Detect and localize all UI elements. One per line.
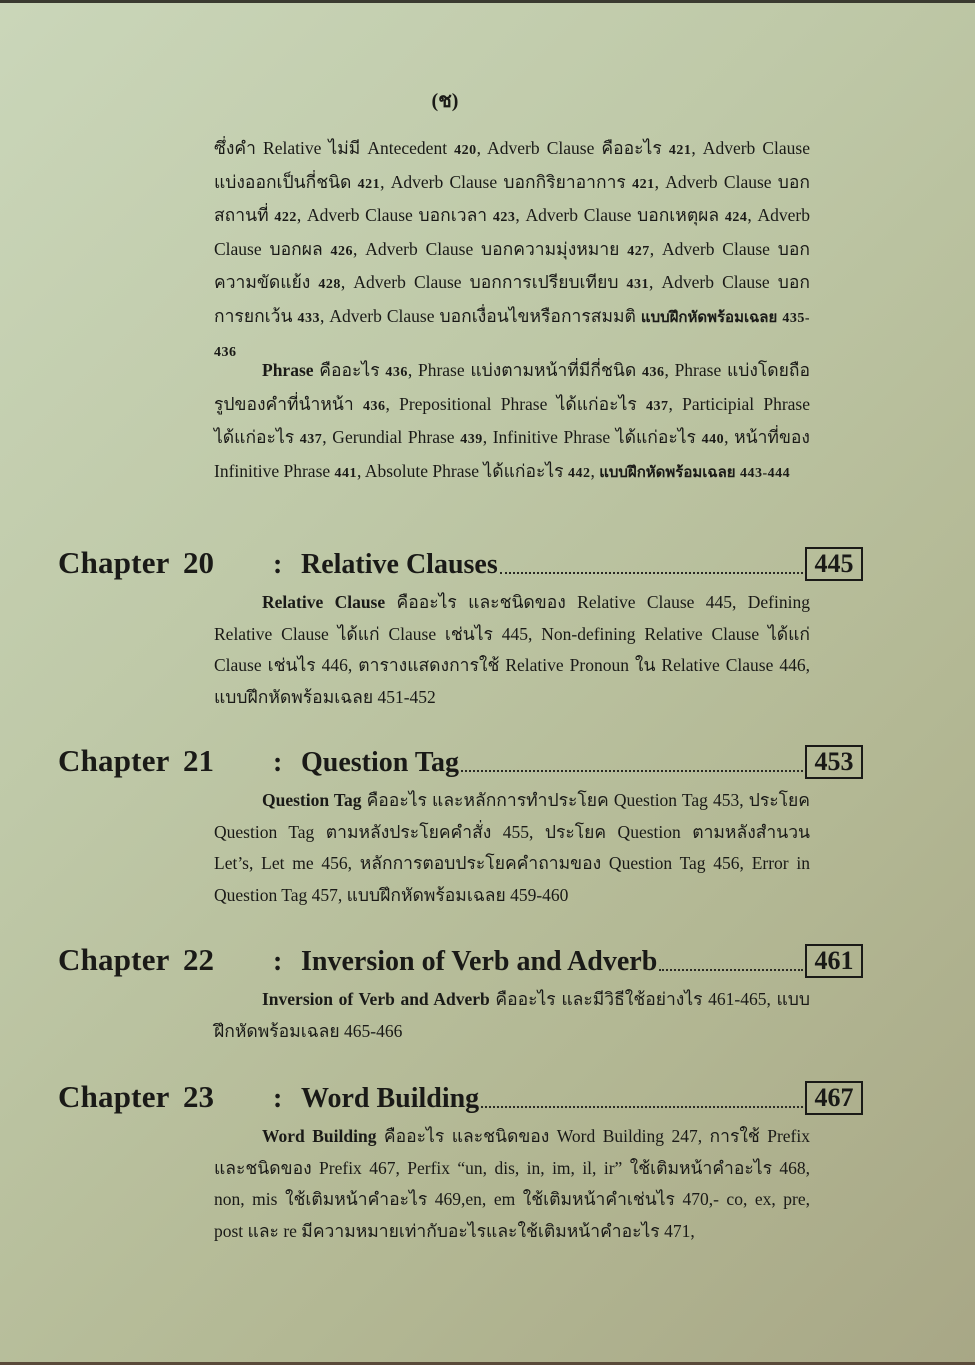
chapter-number: 21 — [183, 743, 214, 778]
chapter-title: Word Building — [301, 1083, 480, 1114]
page-marker: (ช) — [431, 90, 459, 112]
dot-leader — [659, 969, 803, 971]
page-number-box: 461 — [805, 944, 863, 978]
toc-entry-chapter-23[interactable] — [58, 1077, 863, 1115]
chapter-label: Chapter — [58, 545, 170, 580]
toc-entry-chapter-21[interactable] — [58, 741, 863, 779]
chapter-colon: : — [273, 1083, 283, 1114]
chapter-20-description: Relative Clause คืออะไร และชนิดของ Relative Clause 445, Defining Relative Clause ได้แก่ Clause เช่นไร 445, Non-defining Relative Clause ได้แก่ Clause เช่นไร 446, ตารางแสดงการใช้ Relative Pronoun ใน Relative Clause 446, แบบฝึกหัดพร้อมเฉลย 451-452 — [214, 592, 810, 707]
toc-entry-chapter-20[interactable] — [58, 543, 863, 581]
chapter-label: Chapter — [58, 942, 170, 977]
page-number-box: 445 — [805, 547, 863, 581]
chapter-label: Chapter — [58, 743, 170, 778]
page-number-box: 467 — [805, 1081, 863, 1115]
chapter-title: Question Tag — [301, 747, 459, 778]
toc-entry-chapter-22[interactable] — [58, 940, 863, 978]
chapter-22-description: Inversion of Verb and Adverb คืออะไร และมีวิธีใช้อย่างไร 461-465, แบบฝึกหัดพร้อมเฉลย 465-466 — [214, 989, 811, 1041]
chapter-title: Inversion of Verb and Adverb — [301, 946, 658, 977]
dot-leader — [461, 770, 803, 772]
chapter-number: 20 — [183, 545, 214, 580]
chapter-number: 22 — [183, 942, 214, 977]
chapter-title: Relative Clauses — [301, 549, 498, 580]
chapter-23-description: Word Building คืออะไร และชนิดของ Word Building 247, การใช้ Prefix และชนิดของ Prefix 467, Perfix “un, dis, in, im, il, ir” ใช้เติมหน้าคำอะไร 468, non, mis ใช้เติมหน้าคำอะไร 469,en, em ใช้เติมหน้าคำเช่นไร 470,- co, ex, pre, post และ re มีความหมายเท่ากับอะไรและใช้เติมหน้าคำอะไร 471, — [214, 1126, 811, 1241]
chapter-label: Chapter — [58, 1079, 170, 1114]
page-number-box: 453 — [805, 745, 863, 779]
chapter-21-description: Question Tag คืออะไร และหลักการทำประโยค Question Tag 453, ประโยค Question Tag ตามหลังประโยคคำสั่ง 455, ประโยค Question ตามหลังสำนวน Let’s, Let me 456, หลักการตอบประโยคคำถามของ Question Tag 456, Error in Question Tag 457, แบบฝึกหัดพร้อมเฉลย 459-460 — [214, 790, 810, 905]
exercise-label: แบบฝึกหัดพร้อมเฉลย — [599, 462, 736, 481]
dot-leader — [500, 572, 803, 574]
chapter-number: 23 — [183, 1079, 214, 1114]
dot-leader — [481, 1106, 803, 1108]
chapter-colon: : — [273, 549, 283, 580]
chapter-colon: : — [273, 946, 283, 977]
continued-paragraph-adverb-clause: ซึ่งคำ Relative ไม่มี Antecedent 420, Adverb Clause คืออะไร 421, Adverb Clause แบ่งออกเป็นกี่ชนิด 421, Adverb Clause บอกกิริยาอาการ 421, Adverb Clause บอกสถานที่ 422, Adverb Clause บอกเวลา 423, Adverb Clause บอกเหตุผล 424, Adverb Clause บอกผล 426, Adverb Clause บอกความมุ่งหมาย 427, Adverb Clause บอกความขัดแย้ง 428, Adverb Clause บอกการเปรียบเทียบ 431, Adverb Clause บอกการยกเว้น 433, Adverb Clause บอกเงื่อนไขหรือการสมมติ แบบฝึกหัดพร้อมเฉลย 435-436 — [214, 138, 811, 360]
page-top-edge — [0, 0, 975, 3]
continued-paragraph-phrase: Phrase คืออะไร 436, Phrase แบ่งตามหน้าที่มีกี่ชนิด 436, Phrase แบ่งโดยถือรูปของคำที่นำหน้า 436, Prepositional Phrase ได้แก่อะไร 437, Participial Phrase ได้แก่อะไร 437, Gerundial Phrase 439, Infinitive Phrase ได้แก่อะไร 440, หน้าที่ของ Infinitive Phrase 441, Absolute Phrase ได้แก่อะไร 442, แบบฝึกหัดพร้อมเฉลย 443-444 — [214, 360, 811, 481]
chapter-colon: : — [273, 747, 283, 778]
exercise-label: แบบฝึกหัดพร้อมเฉลย — [640, 307, 778, 326]
